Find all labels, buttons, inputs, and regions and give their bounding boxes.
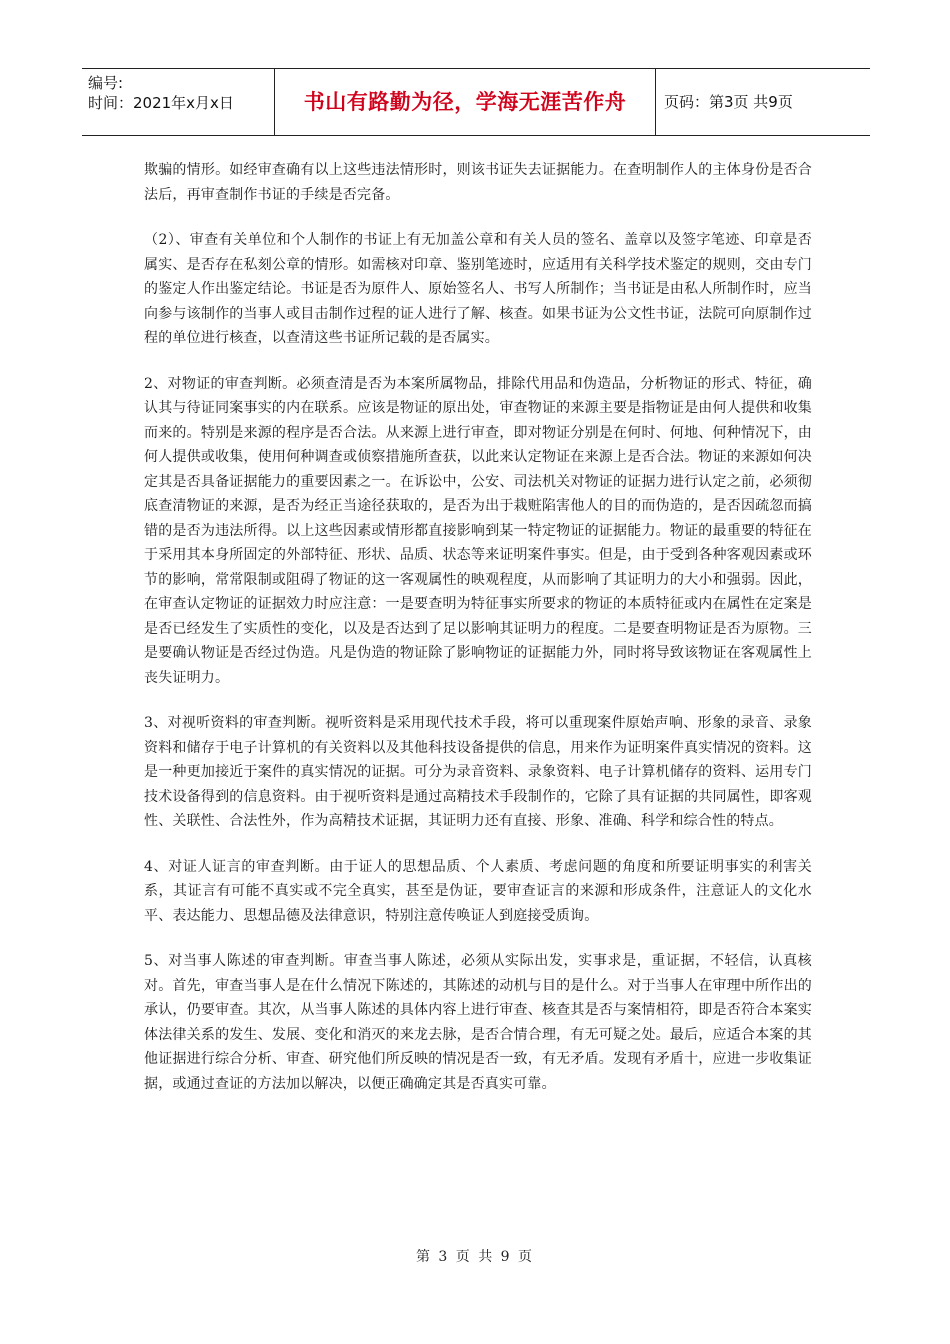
document-time-label: 时间：2021年x月x日 [88, 94, 234, 112]
header-motto: 书山有路勤为径，学海无涯苦作舟 [303, 90, 627, 114]
header-page-number: 页码：第3页 共9页 [664, 93, 793, 111]
document-number-label: 编号: [88, 74, 124, 92]
header-meta [88, 73, 278, 113]
paragraph-seal-signature-check: （2）、审查有关单位和个人制作的书证上有无加盖公章和有关人员的签名、盖章以及签字笔迹、印章是否属实、是否存在私刻公章的情形。如需核对印章、鉴别笔迹时，应适用有关科学技术鉴定的规则，交由专门的鉴定人作出鉴定结论。书证是否为原件人、原始签名人、书写人所制作；当书证是由私人所制作时，应当向参与该制作的当事人或目击制作过程的证人进行了解、核查。如果书证为公文性书证，法院可向原制作过程的单位进行核查，以查清这些书证所记载的是否属实。 [144, 232, 812, 346]
paragraph-audiovisual-materials: 3、对视听资料的审查判断。视听资料是采用现代技术手段，将可以重现案件原始声响、形象的录音、录象资料和储存于电子计算机的有关资料以及其他科技设备提供的信息，用来作为证明案件真实情况的资料。这是一种更加接近于案件的真实情况的证据。可分为录音资料、录象资料、电子计算机储存的资料、运用专门技术设备得到的信息资料。由于视听资料是通过高精技术手段制作的，它除了具有证据的共同属性，即客观性、关联性、合法性外，作为高精技术证据，其证明力还有直接、形象、准确、科学和综合性的特点。 [144, 715, 812, 829]
document-body [144, 158, 812, 1117]
page-footer: 第 3 页 共 9 页 [415, 1249, 535, 1265]
paragraph-forgery-check: 欺骗的情形。如经审查确有以上这些违法情形时，则该书证失去证据能力。在查明制作人的主体身份是否合法后，再审查制作书证的手续是否完备。 [144, 162, 812, 203]
header-divider [655, 69, 656, 135]
paragraph-party-statement: 5、对当事人陈述的审查判断。审查当事人陈述，必须从实际出发，实事求是，重证据，不轻信，认真核对。首先，审查当事人是在什么情况下陈述的，其陈述的动机与目的是什么。对于当事人在审理中所作出的承认，仍要审查。其次，从当事人陈述的具体内容上进行审查、核查其是否与案情相符，即是否符合本案实体法律关系的发生、发展、变化和消灭的来龙去脉，是否合情合理，有无可疑之处。最后，应适合本案的其他证据进行综合分析、审查、研究他们所反映的情况是否一致，有无矛盾。发现有矛盾十，应进一步收集证据，或通过查证的方法加以解决，以便正确确定其是否真实可靠。 [144, 953, 812, 1092]
paragraph-physical-evidence: 2、对物证的审查判断。必须查清是否为本案所属物品，排除代用品和伪造品，分析物证的形式、特征，确认其与待证同案事实的内在联系。应该是物证的原出处，审查物证的来源主要是指物证是由何人提供和收集而来的。特别是来源的程序是否合法。从来源上进行审查，即对物证分别是在何时、何地、何种情况下，由何人提供或收集，使用何种调查或侦察措施所查获，以此来认定物证在来源上是否合法。物证的来源如何决定其是否具备证据能力的重要因素之一。在诉讼中，公安、司法机关对物证的证据力进行认定之前，必须彻底查清物证的来源，是否为经正当途径获取的，是否为出于栽赃陷害他人的目的而伪造的，是否因疏忽而搞错的是否为违法所得。以上这些因素或情形都直接影响到某一特定物证的证据能力。物证的最重要的特征在于采用其本身所固定的外部特征、形状、品质、状态等来证明案件事实。但是，由于受到各种客观因素或环节的影响，常常限制或阻碍了物证的这一客观属性的映观程度，从而影响了其证明力的大小和强弱。因此，在审查认定物证的证据效力时应注意：一是要查明为特征事实所要求的物证的本质特征或内在属性在定案是是否已经发生了实质性的变化，以及是否达到了足以影响其证明力的程度。二是要查明物证是否为原物。三是要确认物证是否经过伪造。凡是伪造的物证除了影响物证的证据能力外，同时将导致该物证在客观属性上丧失证明力。 [144, 375, 812, 686]
page-header [82, 68, 870, 136]
paragraph-witness-testimony: 4、对证人证言的审查判断。由于证人的思想品质、个人素质、考虑问题的角度和所要证明事实的利害关系，其证言有可能不真实或不完全真实，甚至是伪证，要审查证言的来源和形成条件，注意证人的文化水平、表达能力、思想品德及法律意识，特别注意传唤证人到庭接受质询。 [144, 858, 812, 924]
